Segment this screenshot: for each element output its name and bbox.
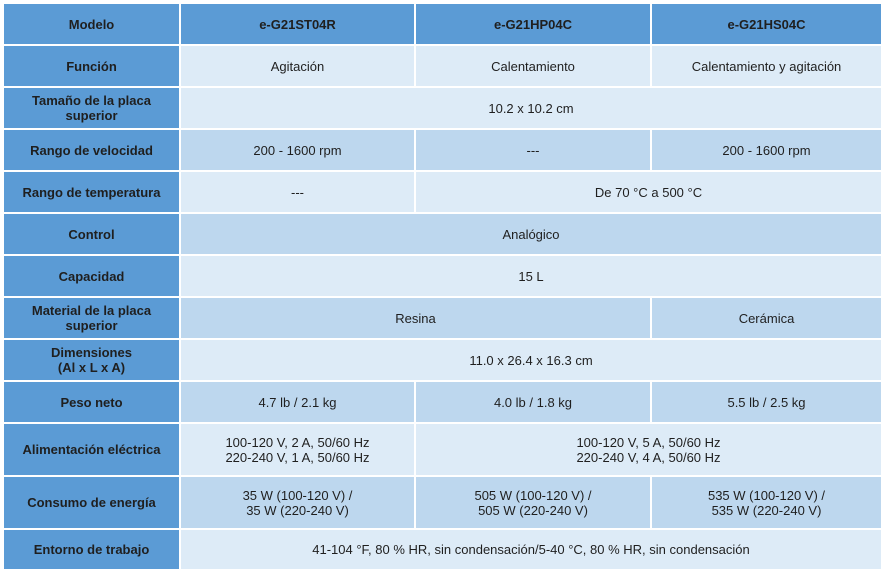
consumo-model-2-line-2: 505 W (220-240 V) [478, 502, 588, 518]
label-capacidad: Capacidad [3, 255, 180, 297]
label-funcion: Función [3, 45, 180, 87]
consumo-model-3 [651, 476, 882, 529]
row-tamano [3, 87, 882, 129]
temperatura-model-1: --- [180, 171, 415, 213]
header-row [3, 3, 882, 45]
model-2-header: e-G21HP04C [415, 3, 651, 45]
row-funcion [3, 45, 882, 87]
row-alimentacion [3, 423, 882, 476]
label-entorno: Entorno de trabajo [3, 529, 180, 570]
consumo-model-3-line-1: 535 W (100-120 V) / [707, 487, 826, 503]
consumo-model-3-line-2: 535 W (220-240 V) [711, 502, 822, 518]
alimentacion-model-1 [180, 423, 415, 476]
consumo-model-1 [180, 476, 415, 529]
material-model-1: Resina [180, 297, 651, 339]
label-dimensiones-line-2: (Al x L x A) [57, 360, 126, 375]
peso-model-3: 5.5 lb / 2.5 kg [651, 381, 882, 423]
alimentacion-model-2-3 [415, 423, 882, 476]
consumo-model-1-line-1: 35 W (100-120 V) / [242, 487, 353, 503]
label-tamano-line-1: Tamaño de la placa [32, 93, 151, 108]
funcion-model-1: Agitación [180, 45, 415, 87]
label-temperatura: Rango de temperatura [3, 171, 180, 213]
alimentacion-model-2-3-line-1: 100-120 V, 5 A, 50/60 Hz [576, 434, 721, 450]
alimentacion-model-1-line-2: 220-240 V, 1 A, 50/60 Hz [225, 449, 370, 465]
temperatura-model-2-3: De 70 °C a 500 °C [415, 171, 882, 213]
row-entorno [3, 529, 882, 570]
label-material [3, 297, 180, 339]
label-velocidad: Rango de velocidad [3, 129, 180, 171]
row-material [3, 297, 882, 339]
model-3-header: e-G21HS04C [651, 3, 882, 45]
consumo-model-2 [415, 476, 651, 529]
label-tamano-line-2: superior [65, 108, 118, 123]
entorno-value: 41-104 °F, 80 % HR, sin condensación/5-40 °C, 80 % HR, sin condensación [180, 529, 882, 570]
label-alimentacion: Alimentación eléctrica [3, 423, 180, 476]
velocidad-model-3: 200 - 1600 rpm [651, 129, 882, 171]
row-control [3, 213, 882, 255]
label-material-line-1: Material de la placa [31, 303, 152, 318]
header-label: Modelo [3, 3, 180, 45]
capacidad-value: 15 L [180, 255, 882, 297]
row-consumo [3, 476, 882, 529]
consumo-model-2-line-1: 505 W (100-120 V) / [474, 487, 592, 503]
dimensiones-value: 11.0 x 26.4 x 16.3 cm [180, 339, 882, 381]
funcion-model-2: Calentamiento [415, 45, 651, 87]
material-model-2-3: Cerámica [651, 297, 882, 339]
row-dimensiones [3, 339, 882, 381]
label-peso: Peso neto [3, 381, 180, 423]
velocidad-model-1: 200 - 1600 rpm [180, 129, 415, 171]
funcion-model-3: Calentamiento y agitación [651, 45, 882, 87]
row-velocidad [3, 129, 882, 171]
label-dimensiones-line-1: Dimensiones [51, 345, 132, 360]
peso-model-2: 4.0 lb / 1.8 kg [415, 381, 651, 423]
alimentacion-model-1-line-1: 100-120 V, 2 A, 50/60 Hz [225, 434, 370, 450]
consumo-model-1-line-2: 35 W (220-240 V) [246, 502, 349, 518]
velocidad-model-2: --- [415, 129, 651, 171]
peso-model-1: 4.7 lb / 2.1 kg [180, 381, 415, 423]
model-1-header: e-G21ST04R [180, 3, 415, 45]
label-control: Control [3, 213, 180, 255]
spec-table [2, 2, 883, 571]
label-consumo: Consumo de energía [3, 476, 180, 529]
alimentacion-model-2-3-line-2: 220-240 V, 4 A, 50/60 Hz [576, 449, 721, 465]
row-temperatura [3, 171, 882, 213]
row-capacidad [3, 255, 882, 297]
control-value: Analógico [180, 213, 882, 255]
label-dimensiones [3, 339, 180, 381]
tamano-value: 10.2 x 10.2 cm [180, 87, 882, 129]
label-material-line-2: superior [65, 318, 118, 333]
label-tamano [3, 87, 180, 129]
row-peso [3, 381, 882, 423]
